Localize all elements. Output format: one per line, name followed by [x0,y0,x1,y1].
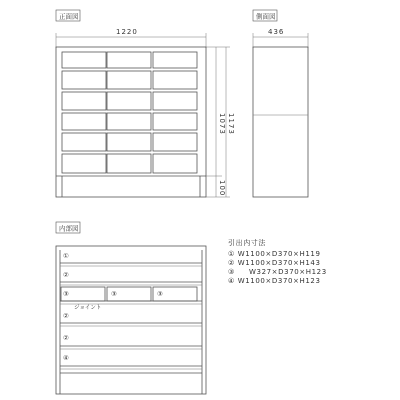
side-outline [253,47,308,197]
drawer-spec-4: ④ W1100×D370×H123 [228,277,321,285]
interior-drawer-rows [60,263,202,373]
drawer-specs-title: 引出内寸法 [228,239,266,247]
drawer-spec-2: ② W1100×D370×H143 [228,259,321,267]
side-view-title: 側面図 [256,12,276,21]
row1-mark: ① [63,252,69,260]
row2-mark: ② [63,271,69,279]
drawer-specs [228,238,327,285]
row3-mark-middle: ③ [111,290,117,298]
row6-mark: ④ [63,354,69,362]
row3-mark: ③ [63,290,69,298]
base-height-label: 100 [218,180,226,197]
front-view [56,10,235,197]
row4-mark: ② [63,312,69,320]
row3-mark-right: ③ [157,290,163,298]
cabinet-outline [56,47,206,197]
row5-mark: ② [63,334,69,342]
depth-dimension-label: 436 [268,28,285,36]
total-height-label: 1173 [227,113,235,135]
width-dimension-label: 1220 [116,28,138,36]
side-view [253,10,308,197]
interior-outline [56,246,206,394]
drawer-spec-3: ③ W327×D370×H123 [228,268,327,276]
interior-view-title: 内部図 [59,224,79,233]
interior-view [56,222,206,394]
front-drawer-grid [62,52,197,173]
front-view-title: 正面図 [59,12,79,21]
joint-label: ジョイント [74,305,102,311]
body-height-label: 1073 [218,113,226,135]
drawer-spec-1: ① W1100×D370×H119 [228,250,321,258]
